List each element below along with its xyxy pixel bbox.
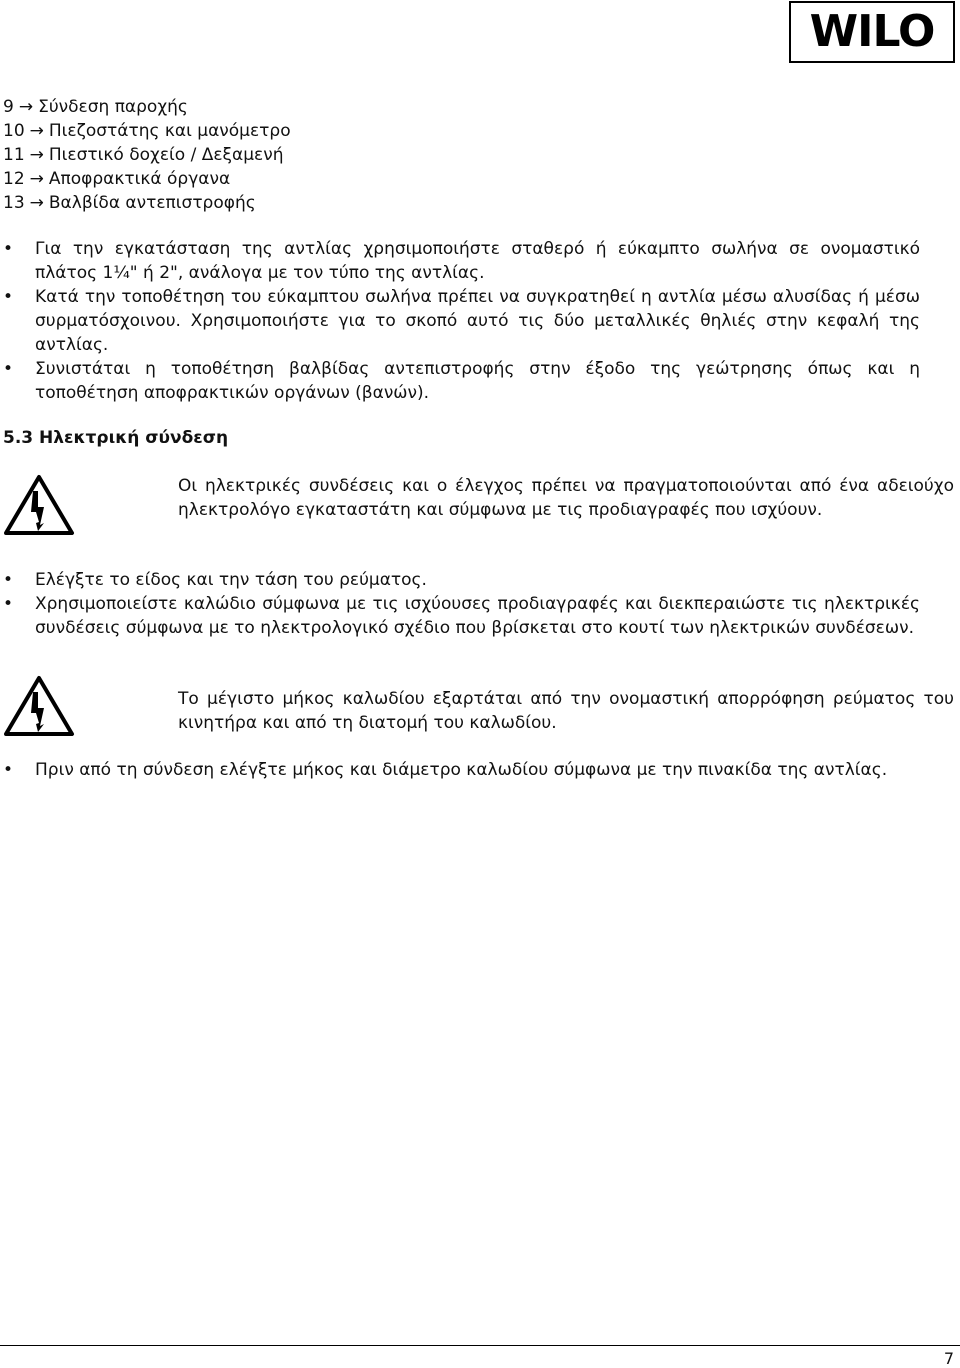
item-text: Αποφρακτικά όργανα xyxy=(48,169,231,189)
list-item xyxy=(3,167,291,191)
installation-bullet-list xyxy=(0,237,920,405)
wilo-logo xyxy=(789,1,955,63)
bullet-icon: • xyxy=(3,239,14,259)
list-item xyxy=(0,237,920,285)
list-item xyxy=(0,357,920,405)
page-number: 7 xyxy=(943,1349,954,1368)
bullet-icon: • xyxy=(3,594,14,614)
list-item xyxy=(3,119,291,143)
list-item xyxy=(3,191,291,215)
bullet-icon: • xyxy=(3,287,14,307)
list-item xyxy=(3,95,291,119)
bullet-icon: • xyxy=(3,760,14,780)
arrow-icon: → xyxy=(29,169,44,189)
item-text: Πιεστικό δοχείο / Δεξαμενή xyxy=(48,145,284,165)
bullet-text: Πριν από τη σύνδεση ελέγξτε μήκος και διάμετρο καλωδίου σύμφωνα με την πινακίδα της αντλίας. xyxy=(35,760,888,780)
item-text: Σύνδεση παροχής xyxy=(38,97,188,117)
arrow-icon: → xyxy=(29,193,44,213)
bullet-text: Κατά την τοποθέτηση του εύκαμπτου σωλήνα πρέπει να συγκρατηθεί η αντλία μέσω αλυσίδας ή μέσω συρματόσχοινου. Χρησιμοποιήστε για το σκοπό αυτό τις δύο μεταλλικές θηλιές στην κεφαλή της αντλίας. xyxy=(35,287,920,355)
bullet-text: Ελέγξτε το είδος και την τάση του ρεύματος. xyxy=(35,570,427,590)
bullet-icon: • xyxy=(3,570,14,590)
list-item xyxy=(0,568,920,592)
list-item xyxy=(0,758,920,782)
bullet-text: Χρησιμοποιείστε καλώδιο σύμφωνα με τις ισχύουσες προδιαγραφές και διεκπεραιώστε τις ηλεκτρικές συνδέσεις σύμφωνα με το ηλεκτρολογικό σχέδιο που βρίσκεται στο κουτί των ηλεκτρικών συνδέσεων. xyxy=(35,594,920,638)
footer-divider xyxy=(0,1345,960,1346)
item-number: 13 xyxy=(3,193,25,213)
cable-length-warning-text: Το μέγιστο μήκος καλωδίου εξαρτάται από την ονομαστική απορρόφηση ρεύματος του κινητήρα και από τη διατομή του καλωδίου. xyxy=(178,689,954,733)
item-number: 11 xyxy=(3,145,25,165)
list-item xyxy=(0,285,920,357)
arrow-icon: → xyxy=(29,145,44,165)
item-number: 12 xyxy=(3,169,25,189)
bullet-text: Για την εγκατάσταση της αντλίας χρησιμοποιήστε σταθερό ή εύκαμπτο σωλήνα σε ονομαστικό πλάτος 1¼" ή 2", ανάλογα με τον τύπο της αντλίας. xyxy=(35,239,920,283)
final-bullet-list xyxy=(0,758,920,782)
electrical-hazard-icon xyxy=(2,473,76,537)
bullet-icon: • xyxy=(3,359,14,379)
list-item xyxy=(3,143,291,167)
item-text: Βαλβίδα αντεπιστροφής xyxy=(48,193,256,213)
numbered-legend-list xyxy=(3,95,291,215)
list-item xyxy=(0,592,920,640)
item-number: 9 xyxy=(3,97,14,117)
electrical-warning-text: Οι ηλεκτρικές συνδέσεις και ο έλεγχος πρέπει να πραγματοποιούνται από ένα αδειούχο ηλεκτρολόγο εγκαταστάτη και σύμφωνα με τις προδιαγραφές που ισχύουν. xyxy=(178,476,954,520)
arrow-icon: → xyxy=(18,97,34,117)
section-heading: 5.3 Ηλεκτρική σύνδεση xyxy=(3,428,229,448)
item-number: 10 xyxy=(3,121,25,141)
electrical-bullet-list xyxy=(0,568,920,640)
arrow-icon: → xyxy=(29,121,44,141)
item-text: Πιεζοστάτης και μανόμετρο xyxy=(48,121,291,141)
logo-text: WILO xyxy=(809,6,935,57)
electrical-hazard-icon xyxy=(2,674,76,738)
bullet-text: Συνιστάται η τοποθέτηση βαλβίδας αντεπιστροφής στην έξοδο της γεώτρησης όπως και η τοποθέτηση αποφρακτικών οργάνων (βανών). xyxy=(35,359,920,403)
